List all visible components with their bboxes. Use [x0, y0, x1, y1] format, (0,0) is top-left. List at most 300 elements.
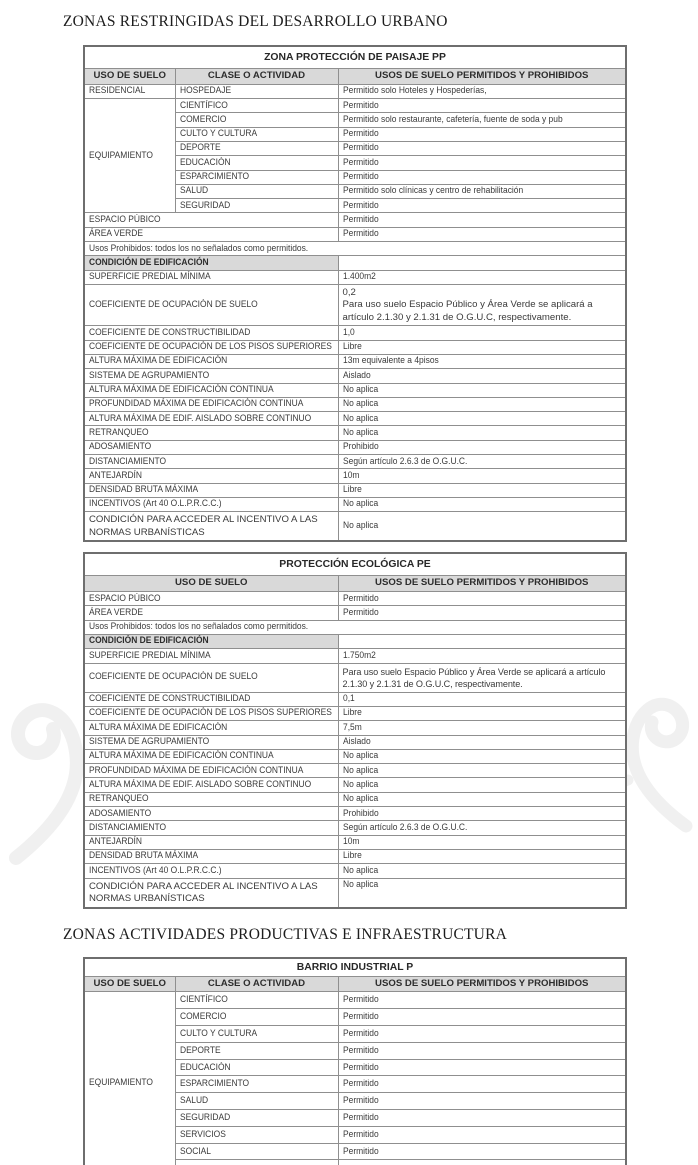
condition-value: [338, 692, 626, 706]
cell-text: Libre: [342, 850, 362, 862]
condition-value: [338, 807, 626, 821]
cell-text: 1.400m2: [342, 271, 376, 283]
table-row: [84, 213, 626, 227]
condition-label: [84, 706, 338, 720]
condition-value: [338, 878, 626, 908]
cell-text: Permitido: [342, 199, 379, 211]
condition-value: [338, 483, 626, 497]
table-row: [84, 706, 626, 720]
cell-text: 10m: [342, 469, 359, 481]
condition-value: [338, 284, 626, 325]
section-title-zonas-restringidas: ZONAS RESTRINGIDAS DEL DESARROLLO URBANO: [63, 13, 448, 30]
cell-text: PROFUNDIDAD MÁXIMA DE EDIFICACIÓN CONTINUA: [89, 398, 304, 410]
condicion-header-row: [84, 634, 626, 648]
condition-label: [84, 369, 338, 383]
condition-value: [338, 821, 626, 835]
zone-table-barrio-industrial: [83, 957, 627, 1165]
cell-text: No aplica: [342, 398, 378, 410]
condicion-header-empty-cell: [338, 634, 626, 648]
table-row: [84, 383, 626, 397]
table-row: [84, 878, 626, 908]
cell-text: SISTEMA DE AGRUPAMIENTO: [89, 736, 210, 748]
valor-cell: [338, 213, 626, 227]
valor-cell: [338, 1110, 626, 1127]
condition-value: [338, 412, 626, 426]
prohibidos-note: [84, 620, 626, 634]
cell-text: 0,1: [342, 693, 355, 705]
clase-cell: [175, 113, 338, 127]
cell-text: ANTEJARDÍN: [89, 469, 143, 481]
cell-text: Permitido: [342, 156, 379, 168]
valor-cell: [338, 227, 626, 241]
clase-cell: [175, 1160, 338, 1165]
condition-value: [338, 440, 626, 454]
condition-label: [84, 326, 338, 340]
header-row: [84, 69, 626, 85]
cell-text: Permitido: [342, 171, 379, 183]
clase-cell: [175, 84, 338, 98]
cell-text: COEFICIENTE DE CONSTRUCTIBILIDAD: [89, 693, 251, 705]
column-header-uso: USO DE SUELO: [84, 976, 175, 992]
table-row: [84, 764, 626, 778]
condition-value: [338, 512, 626, 542]
uso-cell: [84, 592, 338, 606]
condition-label: [84, 864, 338, 878]
condition-label: [84, 483, 338, 497]
cell-text: ESPARCIMIENTO: [179, 171, 249, 183]
clase-cell: [175, 141, 338, 155]
condition-label: [84, 284, 338, 325]
cell-text: SUPERFICIE PREDIAL MÍNIMA: [89, 271, 211, 283]
column-header-uso: USO DE SUELO: [84, 69, 175, 85]
condition-label: [84, 649, 338, 663]
cell-text: COEFICIENTE DE OCUPACIÓN DE LOS PISOS SUPERIORES: [89, 707, 332, 719]
cell-text: Permitido solo Hoteles y Hospederías,: [342, 85, 487, 97]
clase-cell: [175, 1143, 338, 1160]
condition-value: [338, 749, 626, 763]
cell-text: DENSIDAD BRUTA MÁXIMA: [89, 850, 199, 862]
table-title: BARRIO INDUSTRIAL P: [84, 958, 626, 977]
condition-label: CONDICIÓN PARA ACCEDER AL INCENTIVO A LAS NORMAS URBANÍSTICAS: [84, 512, 338, 542]
cell-text: Según artículo 2.6.3 de O.G.U.C.: [342, 455, 467, 467]
table-row: [84, 692, 626, 706]
cell-text: COMERCIO: [179, 1011, 226, 1023]
table-row: [84, 606, 626, 620]
cell-text: ÁREA VERDE: [89, 228, 143, 240]
table-title: ZONA PROTECCIÓN DE PAISAJE PP: [84, 46, 626, 69]
value-note: Para uso suelo Espacio Público y Área Verde se aplicará a artículo 2.1.30 y 2.1.31 de O.G.U.C, respectivamente.: [342, 299, 593, 323]
prohibidos-note-row: [84, 242, 626, 256]
cell-text: EQUIPAMIENTO: [89, 149, 153, 161]
cell-text: Según artículo 2.6.3 de O.G.U.C.: [342, 821, 467, 833]
condition-label: [84, 792, 338, 806]
valor-cell: [338, 1160, 626, 1165]
table-row: [84, 284, 626, 325]
cell-text: Permitido: [342, 606, 379, 618]
clase-cell: [175, 1076, 338, 1093]
valor-cell: [338, 1026, 626, 1043]
header-row: [84, 976, 626, 992]
cell-text: SEGURIDAD: [179, 199, 230, 211]
valor-cell: [338, 592, 626, 606]
cell-text: No aplica: [342, 864, 378, 876]
cell-text: Permitido: [342, 142, 379, 154]
condition-value: [338, 835, 626, 849]
condition-value: [338, 354, 626, 368]
clase-cell: [175, 1042, 338, 1059]
cell-text: ESPARCIMIENTO: [179, 1078, 249, 1090]
clase-cell: [175, 127, 338, 141]
table-row: [84, 663, 626, 692]
clase-cell: [175, 1093, 338, 1110]
clase-cell: [175, 992, 338, 1009]
valor-cell: [338, 1143, 626, 1160]
cell-text: Prohibido: [342, 807, 379, 819]
condition-value: [338, 849, 626, 863]
condition-value: Para uso suelo Espacio Público y Área Verde se aplicará a artículo 2.1.30 y 2.1.31 de O.G.U.C, respectivamente.: [338, 663, 626, 692]
table-row: [84, 270, 626, 284]
valor-cell: [338, 1076, 626, 1093]
column-header-usos: USOS DE SUELO PERMITIDOS Y PROHIBIDOS: [338, 576, 626, 592]
table-row: [84, 721, 626, 735]
cell-text: RETRANQUEO: [89, 426, 149, 438]
condition-value: [338, 721, 626, 735]
zone-table-proteccion-paisaje: [83, 45, 627, 542]
table-row: [84, 778, 626, 792]
cell-text: SERVICIOS: [179, 1128, 226, 1140]
valor-cell: [338, 1009, 626, 1026]
condition-value: [338, 497, 626, 511]
cell-text: Permitido: [342, 99, 379, 111]
cell-text: Aislado: [342, 736, 371, 748]
cell-text: PROFUNDIDAD MÁXIMA DE EDIFICACIÓN CONTINUA: [89, 764, 304, 776]
condition-value: [338, 649, 626, 663]
valor-cell: [338, 99, 626, 113]
condition-value: [338, 864, 626, 878]
table-title: PROTECCIÓN ECOLÓGICA PE: [84, 553, 626, 576]
cell-text: EDUCACIÓN: [179, 156, 231, 168]
cell-text: CIENTÍFICO: [179, 99, 228, 111]
cell-text: 1.750m2: [342, 649, 376, 661]
cell-text: CULTO Y CULTURA: [179, 1028, 257, 1040]
cell-text: Permitido: [342, 213, 379, 225]
cell-text: COEFICIENTE DE OCUPACIÓN DE SUELO: [89, 299, 258, 310]
table-row: [84, 749, 626, 763]
clase-cell: [175, 170, 338, 184]
table-row: [84, 849, 626, 863]
condicion-header-empty-cell: [338, 256, 626, 270]
cell-text: ALTURA MÁXIMA DE EDIFICACIÓN CONTINUA: [89, 750, 274, 762]
table-row: [84, 440, 626, 454]
condition-label: [84, 354, 338, 368]
cell-text: Permitido: [342, 1061, 379, 1073]
condicion-header: [84, 634, 338, 648]
cell-text: No aplica: [342, 778, 378, 790]
column-header-clase: CLASE O ACTIVIDAD: [175, 976, 338, 992]
condition-value: [338, 397, 626, 411]
cell-text: SISTEMA DE AGRUPAMIENTO: [89, 369, 210, 381]
section-title-zonas-productivas: ZONAS ACTIVIDADES PRODUCTIVAS E INFRAESTRUCTURA: [63, 925, 508, 943]
column-header-usos: USOS DE SUELO PERMITIDOS Y PROHIBIDOS: [338, 69, 626, 85]
condition-value: [338, 706, 626, 720]
cell-text: EQUIPAMIENTO: [89, 1076, 153, 1088]
cell-text: COEFICIENTE DE CONSTRUCTIBILIDAD: [89, 326, 251, 338]
cell-text: Permitido: [342, 1095, 379, 1107]
cell-text: ALTURA MÁXIMA DE EDIFICACIÓN: [89, 721, 228, 733]
cell-text: No aplica: [342, 764, 378, 776]
cell-text: No aplica: [342, 426, 378, 438]
cell-text: CONDICIÓN DE EDIFICACIÓN: [89, 635, 209, 647]
condition-label: [84, 835, 338, 849]
table-row: [84, 354, 626, 368]
table-row: [84, 992, 626, 1009]
cell-text: No aplica: [342, 750, 378, 762]
condition-label: [84, 663, 338, 692]
table-row: [84, 397, 626, 411]
cell-text: SEGURIDAD: [179, 1112, 230, 1123]
cell-text: Permitido: [342, 1128, 379, 1140]
condition-label: [84, 749, 338, 763]
cell-text: DEPORTE: [179, 1044, 221, 1056]
table-row: [84, 807, 626, 821]
condition-label: [84, 821, 338, 835]
condition-label: [84, 764, 338, 778]
table-row: [84, 592, 626, 606]
condition-value: [338, 326, 626, 340]
cell-text: 13m equivalente a 4pisos: [342, 355, 439, 367]
cell-text: DISTANCIAMIENTO: [89, 821, 167, 833]
cell-text: COMERCIO: [179, 113, 226, 125]
table-row: [84, 649, 626, 663]
cell-text: Permitido: [342, 1011, 379, 1023]
clase-cell: [175, 1026, 338, 1043]
clase-cell: [175, 1059, 338, 1076]
cell-text: Permitido: [342, 592, 379, 604]
condition-label: [84, 849, 338, 863]
cell-text: No aplica: [342, 384, 378, 396]
cell-text: INCENTIVOS (Art 40 O.L.P.R.C.C.): [89, 864, 222, 876]
cell-text: ALTURA MÁXIMA DE EDIF. AISLADO SOBRE CONTINUO: [89, 412, 312, 424]
table-row: [84, 99, 626, 113]
table-row: [84, 84, 626, 98]
condition-value: [338, 369, 626, 383]
table-title-row: [84, 46, 626, 69]
cell-text: No aplica: [342, 879, 378, 891]
table-row: [84, 340, 626, 354]
cell-text: ANTEJARDÍN: [89, 836, 143, 848]
condition-value: [338, 455, 626, 469]
cell-text: ADOSAMIENTO: [89, 807, 152, 819]
clase-cell: [175, 199, 338, 213]
valor-cell: [338, 1042, 626, 1059]
clase-cell: [175, 156, 338, 170]
condition-value: [338, 764, 626, 778]
uso-cell-equipamiento: [84, 99, 175, 213]
valor-cell: [338, 1093, 626, 1110]
uso-cell: [84, 213, 338, 227]
cell-text: Permitido: [342, 1112, 379, 1123]
cell-text: 7,5m: [342, 721, 362, 733]
cell-text: 1,0: [342, 326, 355, 338]
clase-cell: [175, 1126, 338, 1143]
cell-text: ALTURA MÁXIMA DE EDIFICACIÓN CONTINUA: [89, 384, 274, 396]
clase-cell: [175, 99, 338, 113]
cell-text: No aplica: [342, 498, 378, 510]
condition-label: [84, 721, 338, 735]
condicion-header-row: [84, 256, 626, 270]
cell-text: Permitido solo clínicas y centro de rehabilitación: [342, 185, 523, 197]
condition-value: [338, 383, 626, 397]
uso-cell: [84, 606, 338, 620]
table-row: [84, 412, 626, 426]
uso-cell: [84, 227, 338, 241]
valor-cell: [338, 170, 626, 184]
condition-label: CONDICIÓN PARA ACCEDER AL INCENTIVO A LAS NORMAS URBANÍSTICAS: [84, 878, 338, 908]
valor-cell: [338, 199, 626, 213]
cell-text: COEFICIENTE DE OCUPACIÓN DE SUELO: [89, 671, 258, 683]
cell-text: CIENTÍFICO: [179, 994, 228, 1006]
cell-text: Permitido: [342, 1078, 379, 1090]
clase-cell: [175, 184, 338, 198]
valor-cell: [338, 992, 626, 1009]
condition-label: [84, 692, 338, 706]
uso-cell-equipamiento: [84, 992, 175, 1165]
valor-cell: [338, 606, 626, 620]
cell-text: SUPERFICIE PREDIAL MÍNIMA: [89, 649, 211, 661]
cell-text: Aislado: [342, 369, 371, 381]
zone-table-proteccion-ecologica: [83, 552, 627, 908]
condition-label: [84, 340, 338, 354]
cell-text: ESPACIO PÚBICO: [89, 592, 161, 604]
valor-cell: [338, 1126, 626, 1143]
column-header-clase: CLASE O ACTIVIDAD: [175, 69, 338, 85]
valor-cell: [338, 113, 626, 127]
condition-label: [84, 455, 338, 469]
condition-label: [84, 735, 338, 749]
cell-text: ADOSAMIENTO: [89, 441, 152, 453]
table-row: [84, 326, 626, 340]
condition-label: [84, 412, 338, 426]
cell-text: Permitido: [342, 1145, 379, 1157]
cell-text: Prohibido: [342, 441, 379, 453]
table-row: [84, 792, 626, 806]
condition-value: [338, 426, 626, 440]
cell-text: ÁREA VERDE: [89, 606, 143, 618]
table-row: [84, 469, 626, 483]
value-line: 0,2: [342, 286, 356, 298]
cell-text: SALUD: [179, 185, 208, 197]
table-row: [84, 369, 626, 383]
condition-value: [338, 735, 626, 749]
cell-text: Usos Prohibidos: todos los no señalados como permitidos.: [89, 242, 309, 254]
table-row: [84, 227, 626, 241]
valor-cell: [338, 127, 626, 141]
cell-text: CONDICIÓN DE EDIFICACIÓN: [89, 256, 209, 268]
cell-text: Permitido: [342, 228, 379, 240]
cell-text: Permitido solo restaurante, cafetería, fuente de soda y pub: [342, 113, 563, 125]
cell-text: DENSIDAD BRUTA MÁXIMA: [89, 484, 199, 496]
cell-text: ESPACIO PÚBICO: [89, 213, 161, 225]
table-row: [84, 497, 626, 511]
table-row: [84, 735, 626, 749]
cell-text: No aplica: [342, 793, 378, 805]
table-row: [84, 821, 626, 835]
condition-label: [84, 778, 338, 792]
column-header-uso: USO DE SUELO: [84, 576, 338, 592]
cell-text: ALTURA MÁXIMA DE EDIFICACIÓN: [89, 355, 228, 367]
condition-label: [84, 469, 338, 483]
cell-text: DISTANCIAMIENTO: [89, 455, 167, 467]
condition-label: [84, 270, 338, 284]
cell-text: ALTURA MÁXIMA DE EDIF. AISLADO SOBRE CONTINUO: [89, 778, 312, 790]
condition-value: [338, 270, 626, 284]
cell-text: CULTO Y CULTURA: [179, 128, 257, 140]
cell-text: SALUD: [179, 1095, 208, 1107]
table-row: [84, 483, 626, 497]
valor-cell: [338, 141, 626, 155]
table-row: [84, 426, 626, 440]
cell-text: Permitido: [342, 128, 379, 140]
cell-text: Usos Prohibidos: todos los no señalados como permitidos.: [89, 621, 309, 633]
condicion-header: [84, 256, 338, 270]
condition-label: [84, 440, 338, 454]
valor-cell: [338, 1059, 626, 1076]
cell-text: 10m: [342, 836, 359, 848]
table-title-row: [84, 958, 626, 977]
condition-label: [84, 807, 338, 821]
table-row: [84, 864, 626, 878]
table-row: [84, 835, 626, 849]
clase-cell: [175, 1009, 338, 1026]
cell-text: INCENTIVOS (Art 40 O.L.P.R.C.C.): [89, 498, 222, 510]
condition-value: [338, 469, 626, 483]
cell-text: Permitido: [342, 1028, 379, 1040]
cell-text: SOCIAL: [179, 1145, 211, 1157]
cell-text: RETRANQUEO: [89, 793, 149, 805]
cell-text: Permitido: [342, 994, 379, 1006]
table-row: [84, 455, 626, 469]
condition-value: [338, 792, 626, 806]
cell-text: No aplica: [342, 412, 378, 424]
cell-text: RESIDENCIAL: [89, 85, 146, 97]
condition-label: [84, 426, 338, 440]
clase-cell: [175, 1110, 338, 1127]
cell-text: COEFICIENTE DE OCUPACIÓN DE LOS PISOS SUPERIORES: [89, 341, 332, 353]
valor-cell: [338, 84, 626, 98]
uso-cell: [84, 84, 175, 98]
valor-cell: [338, 156, 626, 170]
cell-text: Libre: [342, 484, 362, 496]
valor-cell: [338, 184, 626, 198]
condition-label: [84, 497, 338, 511]
prohibidos-note: [84, 242, 626, 256]
condition-label: [84, 383, 338, 397]
cell-text: HOSPEDAJE: [179, 85, 231, 97]
prohibidos-note-row: [84, 620, 626, 634]
cell-text: Libre: [342, 341, 362, 353]
cell-text: DEPORTE: [179, 142, 221, 154]
table-title-row: [84, 553, 626, 576]
condition-value: [338, 778, 626, 792]
cell-text: No aplica: [342, 520, 378, 532]
cell-text: Permitido: [342, 1044, 379, 1056]
condition-label: [84, 397, 338, 411]
table-row: [84, 512, 626, 542]
column-header-usos: USOS DE SUELO PERMITIDOS Y PROHIBIDOS: [338, 976, 626, 992]
cell-text: Libre: [342, 707, 362, 719]
cell-text: EDUCACIÓN: [179, 1061, 231, 1073]
header-row: [84, 576, 626, 592]
